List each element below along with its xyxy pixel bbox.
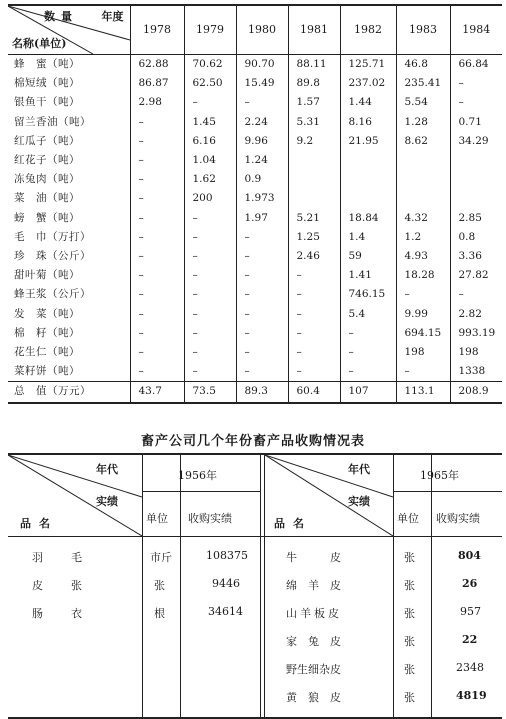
performance-label: 实绩	[96, 495, 118, 508]
value-cell: 6.16	[184, 132, 236, 151]
right-row-amount: 26	[462, 577, 478, 590]
value-cell: –	[288, 324, 340, 343]
value-cell: –	[288, 343, 340, 362]
value-cell: 200	[184, 189, 236, 208]
value-cell: 1.44	[340, 93, 396, 112]
value-cell: 2.46	[288, 247, 340, 266]
value-cell: 8.16	[340, 113, 396, 132]
value-cell: 1.28	[396, 113, 450, 132]
right-row-name: 野生细杂皮	[286, 663, 341, 676]
value-cell: 198	[396, 343, 450, 362]
left-row-name: 皮 张	[32, 579, 84, 592]
year-header: 1983	[396, 5, 450, 55]
product-name-cell: 冻兔肉（吨）	[14, 173, 80, 186]
name-unit-label: 名称(单位)	[12, 37, 67, 50]
value-cell: –	[340, 362, 396, 382]
value-cell: 90.70	[236, 55, 288, 75]
right-row-amount: 804	[458, 549, 481, 562]
value-cell: –	[288, 362, 340, 382]
value-cell: –	[236, 343, 288, 362]
value-cell: 4.93	[396, 247, 450, 266]
product-name-cell: 菜 油（吨）	[14, 192, 80, 205]
column-rule	[431, 455, 432, 717]
year-1965: 1965年	[420, 469, 459, 482]
year-header: 1978	[130, 5, 184, 55]
value-cell: –	[184, 209, 236, 228]
value-cell: –	[130, 285, 184, 304]
value-cell: 9.2	[288, 132, 340, 151]
value-cell: 73.5	[184, 382, 236, 403]
product-name-cell: 留兰香油（吨）	[14, 115, 91, 128]
product-row	[8, 93, 502, 112]
year-header: 1981	[288, 5, 340, 55]
amount-column-header: 收购实绩	[188, 512, 232, 525]
value-cell: –	[130, 132, 184, 151]
value-cell: –	[130, 343, 184, 362]
value-cell: –	[130, 324, 184, 343]
value-cell: 1.62	[184, 170, 236, 189]
product-row	[8, 189, 502, 208]
unit-column-header: 单位	[146, 512, 168, 525]
value-cell: 89.8	[288, 74, 340, 93]
value-cell: 89.3	[236, 382, 288, 403]
left-row-amount: 34614	[208, 605, 243, 618]
quantity-label: 数量	[44, 10, 78, 23]
value-cell: 746.15	[340, 285, 396, 304]
value-cell: 198	[450, 343, 502, 362]
value-cell: –	[184, 324, 236, 343]
value-cell: 0.9	[236, 170, 288, 189]
value-cell: 9.96	[236, 132, 288, 151]
value-cell: –	[130, 247, 184, 266]
value-cell: –	[184, 362, 236, 382]
product-name-cell: 菜籽饼（吨）	[14, 365, 80, 378]
performance-label: 实绩	[348, 495, 370, 508]
value-cell	[450, 170, 502, 189]
value-cell: 1.24	[236, 151, 288, 170]
value-cell: 3.36	[450, 247, 502, 266]
value-cell: 2.98	[130, 93, 184, 112]
value-cell: –	[288, 285, 340, 304]
right-row-amount: 4819	[456, 689, 487, 702]
product-name-cell: 花生仁（吨）	[14, 346, 80, 359]
value-cell: –	[288, 266, 340, 285]
value-cell	[340, 170, 396, 189]
value-cell: –	[236, 362, 288, 382]
value-cell: –	[130, 170, 184, 189]
right-row-amount: 2348	[456, 661, 484, 674]
value-cell: 113.1	[396, 382, 450, 403]
product-name-cell: 珍 珠（公斤）	[14, 250, 91, 263]
table1-diagonal-header	[8, 5, 130, 55]
product-row	[8, 247, 502, 266]
value-cell: –	[184, 93, 236, 112]
value-cell	[396, 170, 450, 189]
year-header: 1980	[236, 5, 288, 55]
product-name-cell: 发 菜（吨）	[14, 307, 80, 320]
value-cell: 1.45	[184, 113, 236, 132]
value-cell: 46.8	[396, 55, 450, 75]
value-cell: 86.87	[130, 74, 184, 93]
value-cell: 2.82	[450, 305, 502, 324]
product-name-cell: 毛 巾（万打）	[14, 230, 91, 243]
value-cell: 0.71	[450, 113, 502, 132]
value-cell: –	[184, 305, 236, 324]
value-cell: –	[236, 266, 288, 285]
value-cell: –	[236, 285, 288, 304]
value-cell: –	[130, 266, 184, 285]
value-cell: –	[450, 74, 502, 93]
value-cell: 2.85	[450, 209, 502, 228]
purchase-quantity-table	[8, 4, 502, 404]
product-row	[8, 362, 502, 382]
value-cell: –	[184, 228, 236, 247]
year-header: 1979	[184, 5, 236, 55]
value-cell: –	[450, 93, 502, 112]
value-cell: 5.31	[288, 113, 340, 132]
value-cell: 1.41	[340, 266, 396, 285]
era-label: 年代	[348, 463, 370, 476]
value-cell: 34.29	[450, 132, 502, 151]
product-name-cell: 红瓜子（吨）	[14, 134, 80, 147]
left-row-unit: 市斤	[150, 551, 172, 564]
table2-title: 畜产公司几个年份畜产品收购情况表	[140, 434, 365, 449]
value-cell: 21.95	[340, 132, 396, 151]
value-cell: –	[288, 305, 340, 324]
value-cell	[450, 151, 502, 170]
value-cell: 62.50	[184, 74, 236, 93]
center-double-rule	[260, 455, 265, 717]
product-row	[8, 209, 502, 228]
product-name-cell: 棉 籽（吨）	[14, 326, 80, 339]
value-cell: 208.9	[450, 382, 502, 403]
value-cell: 694.15	[396, 324, 450, 343]
value-cell: –	[236, 324, 288, 343]
value-cell: –	[130, 209, 184, 228]
product-row	[8, 305, 502, 324]
header-rule	[8, 536, 502, 537]
value-cell: 27.82	[450, 266, 502, 285]
value-cell: –	[130, 305, 184, 324]
right-row-unit: 张	[404, 635, 415, 648]
year-header: 1984	[450, 5, 502, 55]
value-cell: 107	[340, 382, 396, 403]
product-row	[8, 132, 502, 151]
product-row	[8, 228, 502, 247]
value-cell	[288, 151, 340, 170]
value-cell: 66.84	[450, 55, 502, 75]
value-cell	[396, 151, 450, 170]
value-cell: 88.11	[288, 55, 340, 75]
value-cell: –	[450, 285, 502, 304]
value-cell: –	[130, 362, 184, 382]
product-name-cell: 棉短绒（吨）	[14, 77, 80, 90]
value-cell: 18.28	[396, 266, 450, 285]
product-row	[8, 151, 502, 170]
total-row	[8, 382, 502, 403]
product-name-cell: 螃 蟹（吨）	[14, 211, 80, 224]
value-cell: 4.32	[396, 209, 450, 228]
value-cell: 1.4	[340, 228, 396, 247]
value-cell: –	[236, 93, 288, 112]
value-cell: 125.71	[340, 55, 396, 75]
value-cell: –	[184, 285, 236, 304]
product-name-label: 品名	[20, 517, 58, 530]
value-cell: 1.57	[288, 93, 340, 112]
value-cell: 5.4	[340, 305, 396, 324]
value-cell: –	[130, 151, 184, 170]
product-row	[8, 285, 502, 304]
value-cell	[340, 151, 396, 170]
product-row	[8, 324, 502, 343]
value-cell: 8.62	[396, 132, 450, 151]
value-cell: –	[340, 324, 396, 343]
value-cell: 60.4	[288, 382, 340, 403]
value-cell: –	[396, 285, 450, 304]
value-cell: –	[236, 305, 288, 324]
value-cell: 62.88	[130, 55, 184, 75]
product-name-cell: 蜂 蜜（吨）	[14, 58, 80, 70]
value-cell: 1.25	[288, 228, 340, 247]
value-cell: 1.2	[396, 228, 450, 247]
column-rule	[142, 455, 143, 717]
right-row-name: 家 兔 皮	[286, 635, 341, 648]
right-row-unit: 张	[404, 579, 415, 592]
table1-body	[8, 55, 502, 403]
product-name-label: 品名	[274, 517, 312, 530]
right-row-unit: 张	[404, 551, 415, 564]
value-cell: 1.97	[236, 209, 288, 228]
value-cell: 15.49	[236, 74, 288, 93]
left-row-name: 肠 衣	[32, 607, 84, 620]
table1-header-row	[8, 5, 502, 55]
value-cell: 9.99	[396, 305, 450, 324]
column-rule	[393, 455, 394, 717]
year-1956: 1956年	[178, 469, 217, 482]
value-cell	[288, 189, 340, 208]
value-cell: 237.02	[340, 74, 396, 93]
value-cell: –	[130, 113, 184, 132]
value-cell	[288, 170, 340, 189]
product-name-cell: 银鱼干（吨）	[14, 96, 80, 109]
column-rule	[180, 455, 181, 717]
right-row-unit: 张	[404, 691, 415, 704]
value-cell: –	[184, 343, 236, 362]
year-label: 年度	[101, 10, 124, 23]
product-row	[8, 55, 502, 75]
value-cell: 0.8	[450, 228, 502, 247]
product-name-cell: 总 值（万元）	[8, 382, 130, 403]
right-row-unit: 张	[404, 607, 415, 620]
product-row	[8, 170, 502, 189]
value-cell: 1.04	[184, 151, 236, 170]
product-row	[8, 343, 502, 362]
value-cell: –	[184, 247, 236, 266]
value-cell: –	[396, 362, 450, 382]
right-row-name: 牛 皮	[286, 551, 341, 564]
right-row-name: 绵 羊 皮	[286, 579, 341, 592]
value-cell: 43.7	[130, 382, 184, 403]
value-cell: –	[130, 189, 184, 208]
value-cell: 5.21	[288, 209, 340, 228]
value-cell: –	[236, 228, 288, 247]
year-header: 1982	[340, 5, 396, 55]
product-name-cell: 甜叶菊（吨）	[14, 269, 80, 282]
value-cell: 18.84	[340, 209, 396, 228]
value-cell: 993.19	[450, 324, 502, 343]
year-rule	[142, 491, 260, 492]
product-name-cell: 蜂王浆（公斤）	[14, 288, 91, 301]
product-row	[8, 266, 502, 285]
right-row-name: 黄 狼 皮	[286, 691, 341, 704]
left-row-unit: 张	[154, 579, 165, 592]
value-cell	[340, 189, 396, 208]
value-cell: –	[184, 266, 236, 285]
value-cell: 1338	[450, 362, 502, 382]
right-row-amount: 22	[462, 633, 478, 646]
value-cell: 70.62	[184, 55, 236, 75]
amount-column-header: 收购实绩	[436, 512, 480, 525]
value-cell: –	[130, 228, 184, 247]
right-row-unit: 张	[404, 663, 415, 676]
right-row-name: 山羊板皮	[286, 607, 342, 620]
value-cell: 2.24	[236, 113, 288, 132]
era-label: 年代	[96, 463, 118, 476]
value-cell: 59	[340, 247, 396, 266]
value-cell: –	[340, 343, 396, 362]
value-cell	[396, 189, 450, 208]
left-row-name: 羽 毛	[32, 551, 84, 564]
livestock-product-table	[8, 453, 502, 719]
value-cell: –	[236, 247, 288, 266]
right-row-amount: 957	[460, 605, 481, 618]
product-row	[8, 113, 502, 132]
product-row	[8, 74, 502, 93]
value-cell: 5.54	[396, 93, 450, 112]
value-cell	[450, 189, 502, 208]
left-row-unit: 根	[154, 607, 165, 620]
value-cell: 235.41	[396, 74, 450, 93]
left-row-amount: 108375	[206, 549, 248, 562]
product-name-cell: 红花子（吨）	[14, 154, 80, 167]
year-rule	[393, 491, 502, 492]
unit-column-header: 单位	[397, 512, 419, 525]
left-row-amount: 9446	[212, 577, 240, 590]
value-cell: 1.973	[236, 189, 288, 208]
